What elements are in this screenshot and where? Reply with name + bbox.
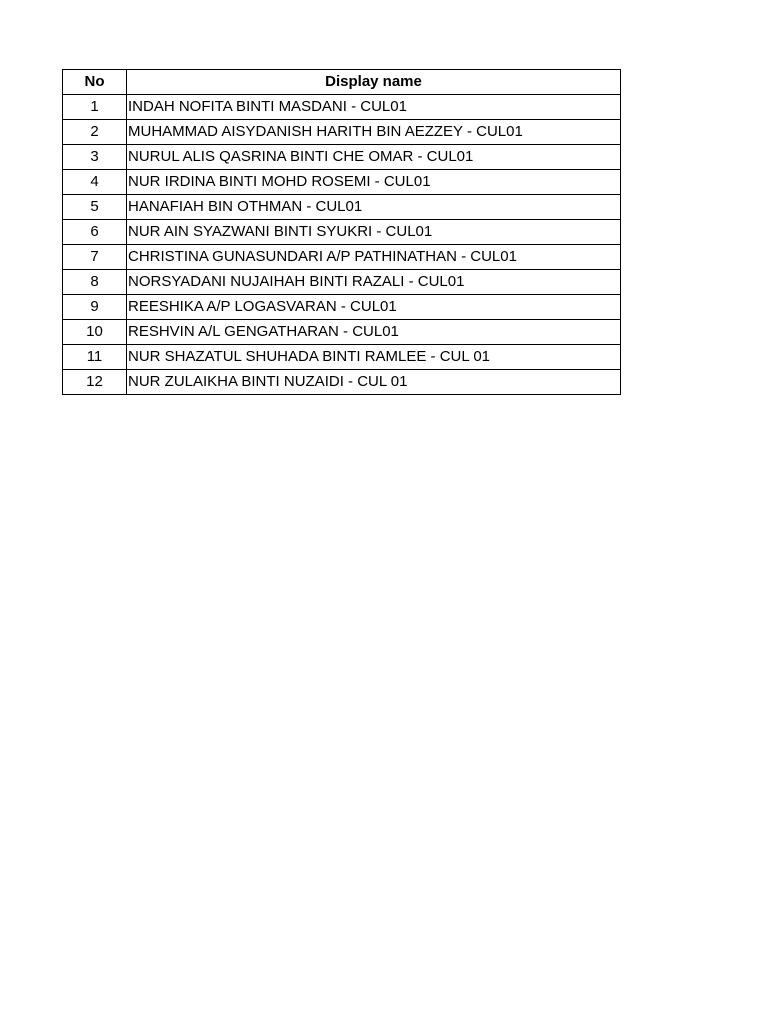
table-row: [63, 345, 621, 370]
display-name-cell: NURUL ALIS QASRINA BINTI CHE OMAR - CUL01: [127, 145, 621, 170]
table-header: [63, 70, 621, 95]
display-name-cell: NUR AIN SYAZWANI BINTI SYUKRI - CUL01: [127, 220, 621, 245]
table-row: [63, 170, 621, 195]
table-row: [63, 320, 621, 345]
table-row: [63, 295, 621, 320]
row-number-cell: 6: [63, 220, 127, 245]
row-number-cell: 4: [63, 170, 127, 195]
display-name-cell: REESHIKA A/P LOGASVARAN - CUL01: [127, 295, 621, 320]
display-name-cell: HANAFIAH BIN OTHMAN - CUL01: [127, 195, 621, 220]
table-body: [63, 95, 621, 395]
display-name-cell: RESHVIN A/L GENGATHARAN - CUL01: [127, 320, 621, 345]
display-name-cell: INDAH NOFITA BINTI MASDANI - CUL01: [127, 95, 621, 120]
column-header-no: No: [63, 70, 127, 95]
table-row: [63, 120, 621, 145]
participant-table: [62, 69, 621, 395]
table-row: [63, 370, 621, 395]
table-row: [63, 270, 621, 295]
row-number-cell: 5: [63, 195, 127, 220]
row-number-cell: 7: [63, 245, 127, 270]
display-name-cell: NUR IRDINA BINTI MOHD ROSEMI - CUL01: [127, 170, 621, 195]
row-number-cell: 3: [63, 145, 127, 170]
table-row: [63, 245, 621, 270]
row-number-cell: 1: [63, 95, 127, 120]
row-number-cell: 8: [63, 270, 127, 295]
row-number-cell: 2: [63, 120, 127, 145]
display-name-cell: NUR SHAZATUL SHUHADA BINTI RAMLEE - CUL 01: [127, 345, 621, 370]
table-row: [63, 220, 621, 245]
display-name-cell: NORSYADANI NUJAIHAH BINTI RAZALI - CUL01: [127, 270, 621, 295]
table-row: [63, 195, 621, 220]
table-row: [63, 95, 621, 120]
display-name-cell: MUHAMMAD AISYDANISH HARITH BIN AEZZEY - CUL01: [127, 120, 621, 145]
row-number-cell: 11: [63, 345, 127, 370]
column-header-display-name: Display name: [127, 70, 621, 95]
display-name-cell: NUR ZULAIKHA BINTI NUZAIDI - CUL 01: [127, 370, 621, 395]
display-name-cell: CHRISTINA GUNASUNDARI A/P PATHINATHAN - CUL01: [127, 245, 621, 270]
row-number-cell: 10: [63, 320, 127, 345]
row-number-cell: 12: [63, 370, 127, 395]
row-number-cell: 9: [63, 295, 127, 320]
table-row: [63, 145, 621, 170]
header-row: [63, 70, 621, 95]
